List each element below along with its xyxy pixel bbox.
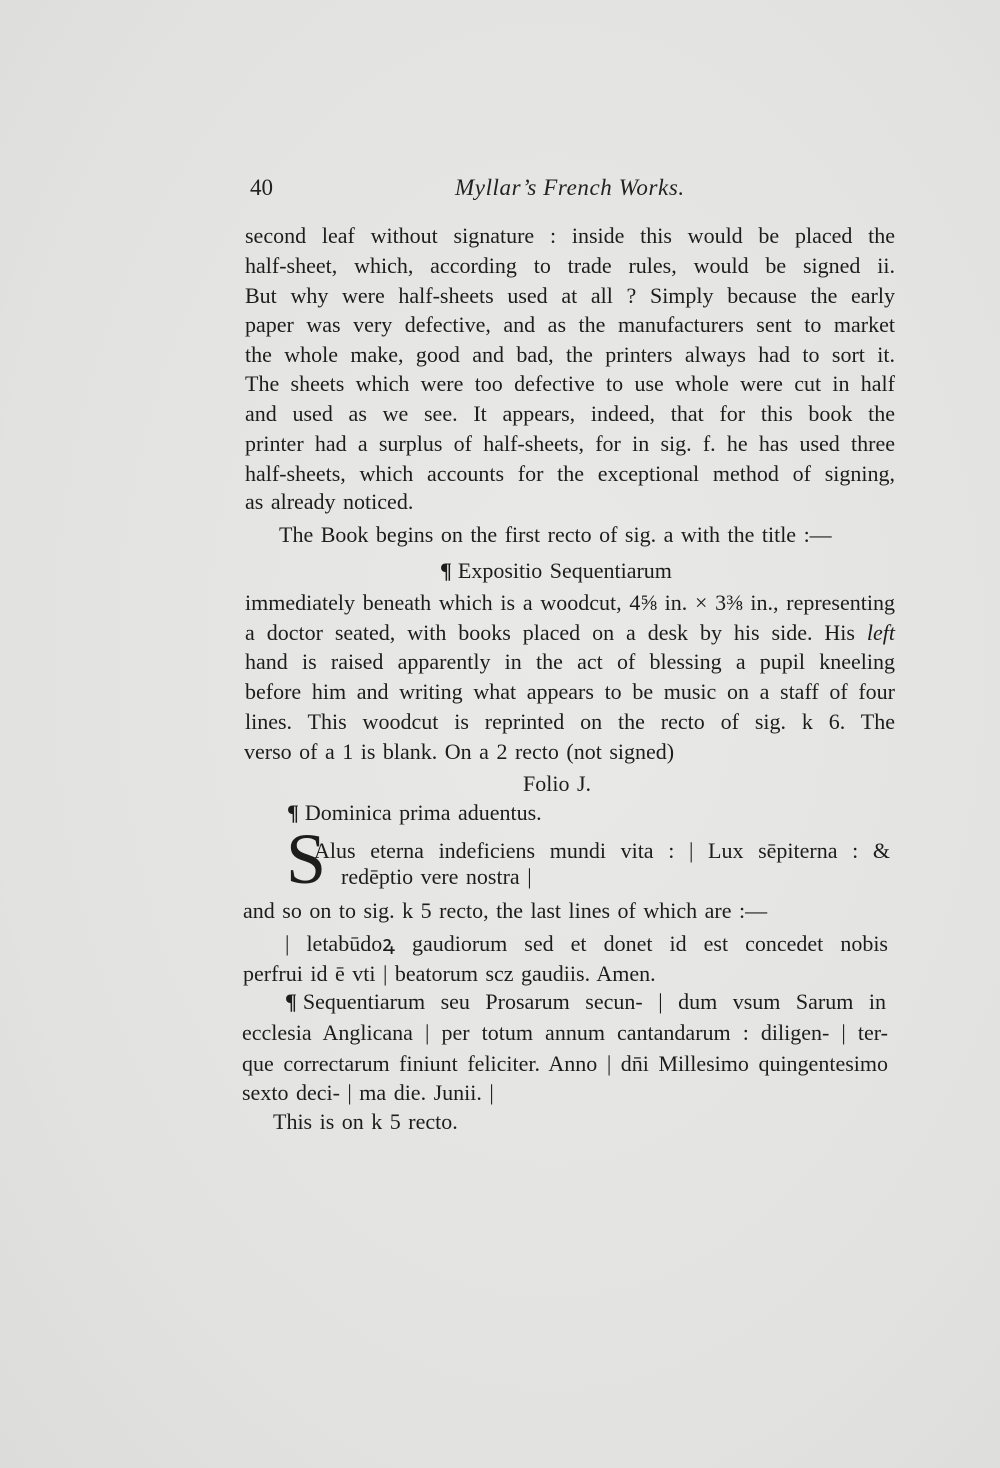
body-line: paper was very defective, and as the manufacturers sent to market	[245, 312, 895, 337]
dominica-text: Dominica prima aduentus.	[304, 800, 542, 825]
body-line: | letabūdoꝝ gaudiorum sed et donet id est concedet nobis	[285, 931, 888, 956]
body-line: hand is raised apparently in the act of blessing a pupil kneeling	[245, 649, 895, 674]
body-line: half-sheet, which, according to trade rules, would be signed ii.	[245, 253, 895, 278]
paragraph-mark: ¶	[287, 800, 299, 825]
body-line: the whole make, good and bad, the printers always had to sort it.	[245, 342, 895, 367]
title-text: Expositio Sequentiarum	[457, 558, 672, 583]
body-line: and so on to sig. k 5 recto, the last lines of which are :—	[243, 898, 768, 923]
body-line: lines. This woodcut is reprinted on the recto of sig. k 6. The	[245, 709, 895, 734]
body-line: redēptio vere nostra |	[341, 864, 532, 889]
colophon-line: sexto deci- | ma die. Junii. |	[242, 1080, 494, 1105]
title-line	[440, 558, 672, 584]
body-line: The Book begins on the first recto of sig. a with the title :—	[279, 522, 832, 547]
colophon-line: que correctarum finiunt feliciter. Anno | dn̄i Millesimo quingentesimo	[242, 1051, 888, 1076]
body-line: and used as we see. It appears, indeed, that for this book the	[245, 401, 895, 426]
paragraph-mark: ¶	[440, 558, 452, 583]
folio-line: Folio J.	[523, 771, 592, 796]
line-text: a doctor seated, with books placed on a desk by his side. His	[245, 620, 867, 645]
body-line: second leaf without signature : inside this would be placed the	[245, 223, 895, 248]
body-line	[245, 620, 895, 646]
page-number: 40	[250, 175, 273, 200]
closing-line: This is on k 5 recto.	[273, 1109, 458, 1134]
body-line: Alus eterna indeficiens mundi vita : | Lux sēpiterna : &	[314, 838, 890, 863]
colophon-line	[285, 989, 886, 1015]
body-line: before him and writing what appears to be music on a staff of four	[245, 679, 895, 704]
body-line: as already noticed.	[245, 489, 414, 514]
body-line: The sheets which were too defective to use whole were cut in half	[245, 371, 895, 396]
drop-cap-initial: S	[286, 819, 327, 899]
body-line: immediately beneath which is a woodcut, 4⅝ in. × 3⅜ in., representing	[245, 590, 895, 615]
italic-word: left	[866, 620, 895, 645]
colophon-text: Sequentiarum seu Prosarum secun- | dum vsum Sarum in	[302, 989, 886, 1014]
body-line: verso of a 1 is blank. On a 2 recto (not signed)	[244, 739, 675, 764]
running-title: Myllar’s French Works.	[455, 175, 685, 200]
body-line: perfrui id ē vti | beatorum scz gaudiis. Amen.	[243, 961, 656, 986]
body-line: half-sheets, which accounts for the exceptional method of signing,	[245, 461, 895, 486]
paragraph-mark: ¶	[285, 989, 297, 1014]
body-line: printer had a surplus of half-sheets, for in sig. f. he has used three	[245, 431, 895, 456]
body-line: But why were half-sheets used at all ? Simply because the early	[245, 283, 895, 308]
colophon-line: ecclesia Anglicana | per totum annum cantandarum : diligen- | ter-	[242, 1020, 888, 1045]
